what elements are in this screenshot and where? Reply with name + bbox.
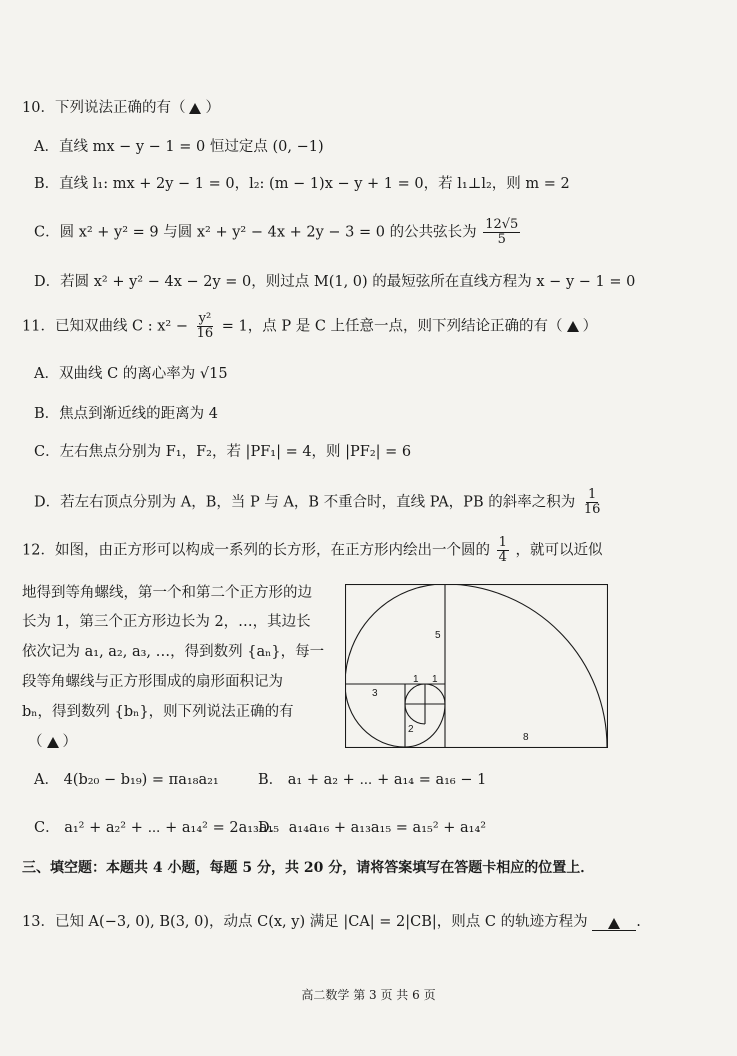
figure-label-8: 8 (523, 732, 529, 743)
q10-option-c-text: C．圆 x² + y² = 9 与圆 x² + y² − 4x + 2y − 3 = 0 的公共弦长为 (34, 224, 477, 241)
q10-stem-close: ） (205, 100, 220, 116)
q12-line-4: 依次记为 a₁, a₂, a₃, …，得到数列 {aₙ}，每一 (22, 644, 325, 660)
q12-line-5: 段等角螺线与正方形围成的扇形面积记为 (22, 674, 283, 690)
q10-c-denominator: 5 (497, 232, 506, 247)
q10-option-a: A．直线 mx − y − 1 = 0 恒过定点 (0, −1) (34, 139, 324, 155)
q11-stem-a: 11．已知双曲线 C : x² − (22, 318, 189, 335)
q10-option-c-fraction (483, 218, 520, 247)
figure-label-2: 2 (408, 724, 414, 735)
q10-stem-text: 10．下列说法正确的有（ (22, 100, 186, 116)
q11-option-a: A．双曲线 C 的离心率为 √15 (34, 366, 228, 382)
q10-option-c (34, 218, 522, 247)
q12-denominator: 4 (498, 550, 507, 565)
q10-stem (22, 98, 220, 118)
page-footer: 高二数学 第 3 页 共 6 页 (301, 988, 436, 1002)
q12-line-7 (28, 732, 77, 752)
figure-label-1b: 1 (432, 674, 438, 685)
q13-answer-blank[interactable] (592, 914, 636, 931)
q12-option-a: A． 4(b₂₀ − b₁₉) = πa₁₈a₂₁ (34, 772, 219, 788)
section-3-heading: 三、填空题：本题共 4 小题，每题 5 分，共 20 分，请将答案填写在答题卡相应的位置上． (22, 860, 595, 876)
spiral-arc-1a (425, 684, 445, 704)
answer-triangle-icon (567, 321, 579, 332)
spiral-arc-large (445, 584, 607, 747)
q12-line-2: 地得到等角螺线，第一个和第二个正方形的边 (22, 585, 312, 601)
q11-option-c: C．左右焦点分别为 F₁，F₂，若 |PF₁| = 4，则 |PF₂| = 6 (34, 444, 412, 460)
q11-fraction (195, 312, 216, 341)
q12-option-b: B． a₁ + a₂ + ⋯ + a₁₄ = a₁₆ − 1 (258, 772, 487, 788)
q12-paren-close: ） (62, 734, 77, 750)
q11-option-d-text: D．若左右顶点分别为 A，B，当 P 与 A，B 不重合时，直线 PA，PB 的斜率之积为 (34, 494, 576, 511)
q12-paren-open: （ (28, 734, 43, 750)
q11-denominator: 16 (196, 326, 214, 341)
q12-option-d: D． a₁₄a₁₆ + a₁₃a₁₅ = a₁₅² + a₁₄² (258, 820, 487, 836)
golden-spiral-figure (345, 584, 608, 748)
spiral-arc-1b (405, 684, 425, 704)
q12-fraction (497, 536, 509, 565)
q11-d-denominator: 16 (583, 502, 601, 517)
q11-stem-close: ） (582, 318, 598, 335)
q11-stem (22, 312, 597, 341)
q11-option-d (34, 488, 604, 517)
q12-line-1 (22, 536, 602, 565)
figure-label-1a: 1 (413, 674, 419, 685)
q12-line-1-end: ，就可以近似 (515, 542, 603, 559)
q11-option-b: B．焦点到渐近线的距离为 4 (34, 406, 218, 422)
q10-c-numerator: 12√5 (485, 217, 519, 232)
q12-option-c: C． a₁² + a₂² + ⋯ + a₁₄² = 2a₁₃a₁₅ (34, 820, 280, 836)
answer-triangle-icon (47, 737, 59, 748)
outer-rectangle (346, 585, 608, 748)
answer-triangle-icon (189, 103, 201, 114)
q13 (22, 912, 641, 932)
answer-triangle-icon (608, 918, 620, 929)
q11-d-numerator: 1 (587, 487, 597, 502)
figure-label-3: 3 (372, 688, 378, 699)
q10-option-b: B．直线 l₁: mx + 2y − 1 = 0，l₂: (m − 1)x − y + 1 = 0，若 l₁⊥l₂，则 m = 2 (34, 176, 570, 192)
q11-stem-b: = 1，点 P 是 C 上任意一点，则下列结论正确的有（ (221, 318, 563, 335)
q10-option-d: D．若圆 x² + y² − 4x − 2y = 0，则过点 M(1, 0) 的最短弦所在直线方程为 x − y − 1 = 0 (34, 274, 636, 290)
q11-option-d-fraction (582, 488, 603, 517)
spiral-arc-5 (345, 584, 445, 684)
q12-line-1-text: 12．如图，由正方形可以构成一系列的长方形，在正方形内绘出一个圆的 (22, 542, 490, 559)
figure-label-5: 5 (435, 630, 441, 641)
q11-numerator: y² (198, 311, 212, 326)
q13-end: . (636, 914, 641, 930)
q12-line-3: 长为 1，第三个正方形边长为 2，…，其边长 (22, 614, 311, 630)
q12-numerator: 1 (498, 535, 507, 550)
q13-text: 13．已知 A(−3, 0), B(3, 0)，动点 C(x, y) 满足 |CA| = 2|CB|，则点 C 的轨迹方程为 (22, 914, 588, 930)
q12-line-6: bₙ，得到数列 {bₙ}，则下列说法正确的有 (22, 704, 294, 720)
spiral-arc-inner (405, 704, 425, 724)
